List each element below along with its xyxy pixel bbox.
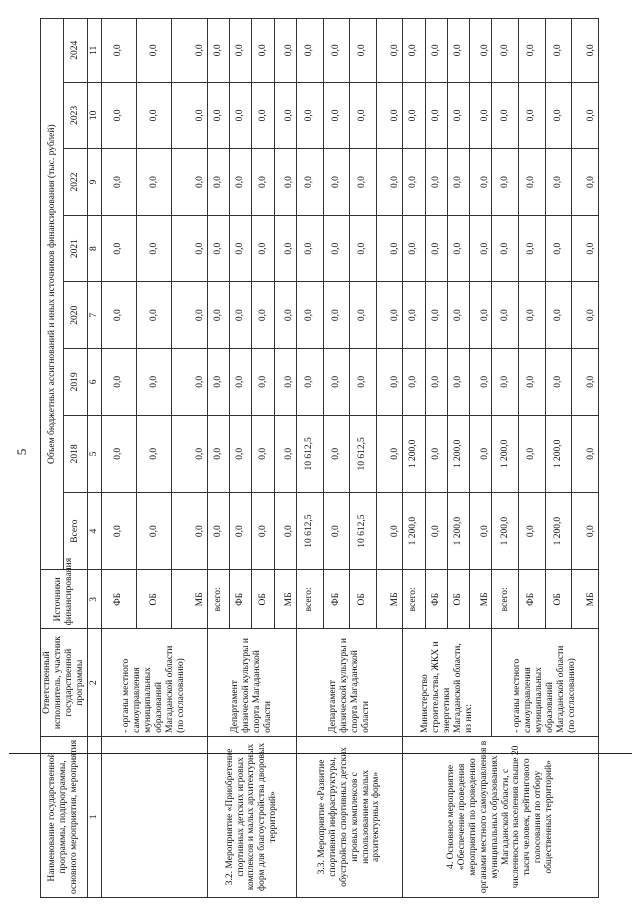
value-cell: 0,0 xyxy=(545,149,572,216)
value-cell: 0,0 xyxy=(403,149,425,216)
column-number: 11 xyxy=(87,19,101,83)
header-year: 2022 xyxy=(64,149,87,216)
value-cell: 0,0 xyxy=(101,19,136,83)
value-cell: 0,0 xyxy=(252,19,274,83)
header-executor: Ответственный исполнитель, участник государственной программы xyxy=(41,629,88,736)
value-cell: 0,0 xyxy=(447,282,469,349)
value-cell: 0,0 xyxy=(403,282,425,349)
value-cell: 0,0 xyxy=(470,149,492,216)
value-cell: 0,0 xyxy=(230,282,252,349)
value-cell: 0,0 xyxy=(137,492,172,569)
value-cell: 0,0 xyxy=(425,19,447,83)
value-cell: 0,0 xyxy=(545,282,572,349)
value-cell: 0,0 xyxy=(519,19,546,83)
value-cell: 0,0 xyxy=(470,19,492,83)
value-cell: 0,0 xyxy=(252,415,274,492)
source-cell: всего: xyxy=(403,570,425,629)
value-cell: 0,0 xyxy=(376,349,403,416)
executor-cell: - органы местного самоуправления муниципальных образований Магаданской области (по согласованию) xyxy=(101,629,207,736)
column-number: 5 xyxy=(87,415,101,492)
value-cell: 0,0 xyxy=(323,215,350,282)
value-cell: 0,0 xyxy=(572,82,599,149)
value-cell: 0,0 xyxy=(323,349,350,416)
value-cell: 0,0 xyxy=(137,82,172,149)
value-cell: 0,0 xyxy=(447,82,469,149)
value-cell: 10 612,5 xyxy=(297,415,324,492)
value-cell: 0,0 xyxy=(425,349,447,416)
value-cell: 1 200,0 xyxy=(492,492,519,569)
value-cell: 0,0 xyxy=(572,349,599,416)
source-cell: ФБ xyxy=(519,570,546,629)
value-cell: 0,0 xyxy=(230,82,252,149)
value-cell: 0,0 xyxy=(323,82,350,149)
value-cell: 0,0 xyxy=(230,349,252,416)
value-cell: 0,0 xyxy=(425,215,447,282)
source-cell: ОБ xyxy=(252,570,274,629)
column-number: 10 xyxy=(87,82,101,149)
value-cell: 0,0 xyxy=(172,492,207,569)
column-number: 7 xyxy=(87,282,101,349)
value-cell: 0,0 xyxy=(572,149,599,216)
value-cell: 0,0 xyxy=(252,82,274,149)
column-number: 4 xyxy=(87,492,101,569)
value-cell: 0,0 xyxy=(447,19,469,83)
value-cell: 0,0 xyxy=(230,19,252,83)
value-cell: 0,0 xyxy=(545,215,572,282)
source-cell: МБ xyxy=(376,570,403,629)
executor-cell: Министерство строительства, ЖКХ и энергетики Магаданской области, из них: xyxy=(403,629,492,736)
value-cell: 0,0 xyxy=(519,282,546,349)
value-cell: 0,0 xyxy=(376,415,403,492)
header-source: Источники финансирования xyxy=(41,570,88,629)
value-cell: 0,0 xyxy=(137,349,172,416)
source-cell: ОБ xyxy=(447,570,469,629)
value-cell: 0,0 xyxy=(545,19,572,83)
value-cell: 1 200,0 xyxy=(403,492,425,569)
value-cell: 0,0 xyxy=(172,215,207,282)
value-cell: 1 200,0 xyxy=(545,492,572,569)
activity-name: 3.2. Мероприятие «Приобретение спортивных детских игровых комплексов и малых архитектурных форм для благоустройства дворовых территорий» xyxy=(207,736,296,897)
value-cell: 0,0 xyxy=(101,492,136,569)
value-cell: 0,0 xyxy=(350,19,377,83)
value-cell: 0,0 xyxy=(447,149,469,216)
value-cell: 0,0 xyxy=(376,282,403,349)
value-cell: 0,0 xyxy=(403,19,425,83)
source-cell: ФБ xyxy=(425,570,447,629)
value-cell: 0,0 xyxy=(137,215,172,282)
value-cell: 0,0 xyxy=(519,82,546,149)
value-cell: 0,0 xyxy=(376,19,403,83)
value-cell: 0,0 xyxy=(274,19,296,83)
table-body xyxy=(101,19,598,898)
value-cell: 0,0 xyxy=(101,415,136,492)
executor-cell: Департамент физической культуры и спорта Магаданской области xyxy=(297,629,403,736)
value-cell: 0,0 xyxy=(252,282,274,349)
value-cell: 0,0 xyxy=(470,492,492,569)
value-cell: 0,0 xyxy=(545,82,572,149)
value-cell: 0,0 xyxy=(323,282,350,349)
table-row xyxy=(297,19,324,898)
value-cell: 0,0 xyxy=(376,149,403,216)
value-cell: 0,0 xyxy=(470,82,492,149)
value-cell: 0,0 xyxy=(376,492,403,569)
column-numbers-row xyxy=(87,19,101,898)
funding-table xyxy=(40,18,599,898)
value-cell: 0,0 xyxy=(230,149,252,216)
value-cell: 0,0 xyxy=(323,415,350,492)
value-cell: 0,0 xyxy=(230,415,252,492)
value-cell: 0,0 xyxy=(572,282,599,349)
value-cell: 0,0 xyxy=(323,19,350,83)
value-cell: 0,0 xyxy=(207,19,229,83)
value-cell: 0,0 xyxy=(572,415,599,492)
value-cell: 0,0 xyxy=(492,149,519,216)
value-cell: 0,0 xyxy=(350,282,377,349)
value-cell: 0,0 xyxy=(172,282,207,349)
value-cell: 0,0 xyxy=(350,349,377,416)
value-cell: 0,0 xyxy=(492,215,519,282)
value-cell: 0,0 xyxy=(137,415,172,492)
activity-name: 3.3. Мероприятие «Развитие спортивной инфраструктуры, обустройство спортивных детских игровых комплексов с использованием малых архитектурных форм» xyxy=(297,736,403,897)
header-year: 2024 xyxy=(64,19,87,83)
value-cell: 0,0 xyxy=(207,282,229,349)
value-cell: 1 200,0 xyxy=(447,492,469,569)
value-cell: 0,0 xyxy=(274,492,296,569)
value-cell: 0,0 xyxy=(376,215,403,282)
value-cell: 0,0 xyxy=(447,349,469,416)
activity-name: 4. Основное мероприятие «Обеспечение проведения мероприятий по проведению органами местного самоуправления в муниципальных образованиях Магаданской области, с численностью населения свыше 20 тысяч человек, рейтингового голосования по отбору общественных территорий» xyxy=(403,736,599,897)
value-cell: 0,0 xyxy=(101,215,136,282)
value-cell: 0,0 xyxy=(207,415,229,492)
value-cell: 0,0 xyxy=(572,19,599,83)
value-cell: 0,0 xyxy=(492,282,519,349)
value-cell: 0,0 xyxy=(274,82,296,149)
value-cell: 0,0 xyxy=(519,215,546,282)
value-cell: 0,0 xyxy=(350,149,377,216)
value-cell: 1 200,0 xyxy=(545,415,572,492)
source-cell: ФБ xyxy=(323,570,350,629)
value-cell: 0,0 xyxy=(252,349,274,416)
value-cell: 0,0 xyxy=(101,349,136,416)
column-number: 1 xyxy=(87,736,101,897)
source-cell: МБ xyxy=(172,570,207,629)
source-cell: ОБ xyxy=(350,570,377,629)
column-number: 8 xyxy=(87,215,101,282)
value-cell: 0,0 xyxy=(572,215,599,282)
value-cell: 0,0 xyxy=(172,82,207,149)
value-cell: 0,0 xyxy=(519,492,546,569)
value-cell: 0,0 xyxy=(447,215,469,282)
table-row xyxy=(101,19,136,898)
value-cell: 0,0 xyxy=(172,349,207,416)
activity-name xyxy=(101,736,207,897)
value-cell: 0,0 xyxy=(274,149,296,216)
page-number: 5 xyxy=(14,448,29,456)
source-cell: ОБ xyxy=(137,570,172,629)
column-number: 6 xyxy=(87,349,101,416)
value-cell: 0,0 xyxy=(470,282,492,349)
value-cell: 0,0 xyxy=(101,282,136,349)
header-year: 2018 xyxy=(64,415,87,492)
value-cell: 10 612,5 xyxy=(297,492,324,569)
rotated-table-wrapper xyxy=(40,18,596,898)
value-cell: 0,0 xyxy=(492,19,519,83)
source-cell: МБ xyxy=(274,570,296,629)
value-cell: 0,0 xyxy=(492,349,519,416)
value-cell: 1 200,0 xyxy=(403,415,425,492)
source-cell: ОБ xyxy=(545,570,572,629)
value-cell: 1 200,0 xyxy=(492,415,519,492)
value-cell: 0,0 xyxy=(297,282,324,349)
source-cell: всего: xyxy=(492,570,519,629)
value-cell: 0,0 xyxy=(297,215,324,282)
value-cell: 0,0 xyxy=(425,282,447,349)
source-cell: всего: xyxy=(207,570,229,629)
value-cell: 0,0 xyxy=(297,149,324,216)
value-cell: 0,0 xyxy=(172,415,207,492)
table-row xyxy=(207,19,229,898)
value-cell: 0,0 xyxy=(172,149,207,216)
value-cell: 0,0 xyxy=(425,492,447,569)
source-cell: ФБ xyxy=(230,570,252,629)
header-year: 2019 xyxy=(64,349,87,416)
value-cell: 0,0 xyxy=(230,215,252,282)
value-cell: 0,0 xyxy=(572,492,599,569)
header-funding: Объем бюджетных ассигнований и иных источников финансирования (тыс. рублей) xyxy=(41,19,64,570)
value-cell: 0,0 xyxy=(207,149,229,216)
value-cell: 0,0 xyxy=(376,82,403,149)
value-cell: 0,0 xyxy=(101,82,136,149)
table-row xyxy=(403,19,425,898)
value-cell: 0,0 xyxy=(297,82,324,149)
header-year: 2023 xyxy=(64,82,87,149)
source-cell: МБ xyxy=(572,570,599,629)
value-cell: 1 200,0 xyxy=(447,415,469,492)
value-cell: 0,0 xyxy=(297,19,324,83)
value-cell: 0,0 xyxy=(137,282,172,349)
executor-cell: Департамент физической культуры и спорта Магаданской области xyxy=(207,629,296,736)
value-cell: 0,0 xyxy=(252,492,274,569)
horizontal-rule xyxy=(9,753,632,754)
value-cell: 0,0 xyxy=(519,149,546,216)
value-cell: 0,0 xyxy=(252,149,274,216)
value-cell: 0,0 xyxy=(252,215,274,282)
value-cell: 0,0 xyxy=(323,149,350,216)
value-cell: 0,0 xyxy=(492,82,519,149)
header-year: 2020 xyxy=(64,282,87,349)
value-cell: 0,0 xyxy=(425,149,447,216)
value-cell: 0,0 xyxy=(207,492,229,569)
source-cell: МБ xyxy=(470,570,492,629)
value-cell: 10 612,5 xyxy=(350,415,377,492)
value-cell: 0,0 xyxy=(172,19,207,83)
value-cell: 0,0 xyxy=(274,415,296,492)
value-cell: 0,0 xyxy=(137,19,172,83)
value-cell: 0,0 xyxy=(470,349,492,416)
value-cell: 0,0 xyxy=(519,415,546,492)
value-cell: 0,0 xyxy=(425,82,447,149)
value-cell: 0,0 xyxy=(137,149,172,216)
value-cell: 0,0 xyxy=(274,349,296,416)
value-cell: 0,0 xyxy=(350,215,377,282)
value-cell: 0,0 xyxy=(297,349,324,416)
value-cell: 0,0 xyxy=(425,415,447,492)
value-cell: 0,0 xyxy=(470,215,492,282)
value-cell: 0,0 xyxy=(323,492,350,569)
header-total: Всего xyxy=(64,492,87,569)
executor-cell: - органы местного самоуправления муниципальных образований Магаданской области (по согласованию) xyxy=(492,629,598,736)
value-cell: 0,0 xyxy=(207,349,229,416)
header-name: Наименование государственной программы, подпрограммы, основного мероприятия, мероприятия xyxy=(41,736,88,897)
value-cell: 0,0 xyxy=(207,82,229,149)
value-cell: 0,0 xyxy=(403,82,425,149)
value-cell: 0,0 xyxy=(207,215,229,282)
value-cell: 0,0 xyxy=(274,215,296,282)
value-cell: 0,0 xyxy=(274,282,296,349)
value-cell: 0,0 xyxy=(350,82,377,149)
value-cell: 0,0 xyxy=(545,349,572,416)
value-cell: 0,0 xyxy=(403,215,425,282)
source-cell: ФБ xyxy=(101,570,136,629)
value-cell: 0,0 xyxy=(101,149,136,216)
value-cell: 10 612,5 xyxy=(350,492,377,569)
value-cell: 0,0 xyxy=(519,349,546,416)
header-year: 2021 xyxy=(64,215,87,282)
value-cell: 0,0 xyxy=(470,415,492,492)
source-cell: всего: xyxy=(297,570,324,629)
column-number: 2 xyxy=(87,629,101,736)
column-number: 9 xyxy=(87,149,101,216)
value-cell: 0,0 xyxy=(403,349,425,416)
value-cell: 0,0 xyxy=(230,492,252,569)
column-number: 3 xyxy=(87,570,101,629)
